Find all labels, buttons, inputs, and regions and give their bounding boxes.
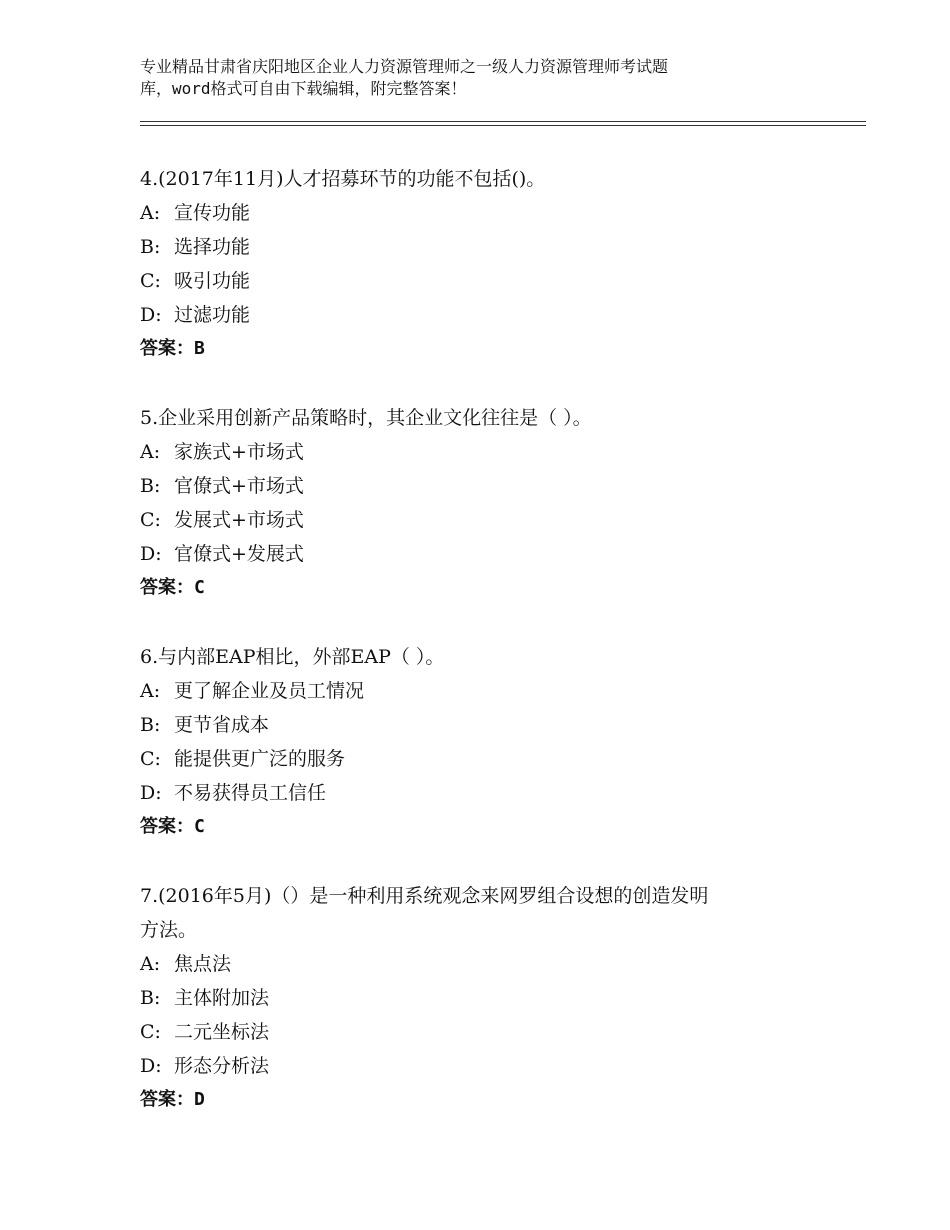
answer-option <box>140 503 830 537</box>
question-block <box>140 879 830 1117</box>
answer-option <box>140 708 830 742</box>
option-key: B: <box>140 714 161 736</box>
option-text: 二元坐标法 <box>174 1021 270 1043</box>
option-text: 官僚式+发展式 <box>174 543 304 565</box>
question-stem: 6.与内部EAP相比，外部EAP（ ）。 <box>140 646 445 668</box>
answer-option <box>140 230 830 264</box>
header-divider-thick <box>140 125 866 126</box>
question-stem: 方法。 <box>140 919 198 941</box>
option-text: 过滤功能 <box>174 304 251 326</box>
option-text: 焦点法 <box>174 953 232 975</box>
option-key: C: <box>140 270 161 292</box>
answer-line <box>140 810 830 844</box>
option-text: 官僚式+市场式 <box>174 475 304 497</box>
answer-option <box>140 537 830 571</box>
option-key: B: <box>140 475 161 497</box>
answer-line <box>140 571 830 605</box>
answer-option <box>140 1015 830 1049</box>
option-key: C: <box>140 1021 161 1043</box>
answer-option <box>140 776 830 810</box>
option-text: 不易获得员工信任 <box>174 782 327 804</box>
answer-option <box>140 981 830 1015</box>
answer-value: D <box>194 1089 205 1110</box>
document-header <box>140 56 840 100</box>
answer-value: C <box>194 577 205 598</box>
header-line-1: 专业精品甘肃省庆阳地区企业人力资源管理师之一级人力资源管理师考试题 <box>140 57 669 76</box>
question-block <box>140 401 830 605</box>
option-key: A: <box>140 441 161 463</box>
option-key: B: <box>140 236 161 258</box>
answer-value: C <box>194 816 205 837</box>
answer-label: 答案： <box>140 1089 194 1110</box>
option-key: D: <box>140 304 162 326</box>
option-key: C: <box>140 509 161 531</box>
answer-option <box>140 196 830 230</box>
option-key: D: <box>140 543 162 565</box>
question-stem: 5.企业采用创新产品策略时，其企业文化往往是（ ）。 <box>140 407 592 429</box>
question-stem: 7.(2016年5月)（）是一种利用系统观念来网罗组合设想的创造发明 <box>140 885 709 907</box>
answer-line <box>140 1083 830 1117</box>
answer-option <box>140 1049 830 1083</box>
option-text: 家族式+市场式 <box>174 441 304 463</box>
answer-value: B <box>194 338 205 359</box>
option-text: 形态分析法 <box>174 1055 270 1077</box>
option-key: C: <box>140 748 161 770</box>
header-divider-thin <box>140 121 866 122</box>
answer-option <box>140 947 830 981</box>
answer-option <box>140 435 830 469</box>
answer-line <box>140 332 830 366</box>
option-key: D: <box>140 1055 162 1077</box>
answer-label: 答案： <box>140 816 194 837</box>
option-key: D: <box>140 782 162 804</box>
question-block <box>140 640 830 844</box>
option-text: 更节省成本 <box>174 714 270 736</box>
answer-option <box>140 469 830 503</box>
option-key: A: <box>140 953 161 975</box>
option-text: 能提供更广泛的服务 <box>174 748 346 770</box>
answer-label: 答案： <box>140 577 194 598</box>
answer-label: 答案： <box>140 338 194 359</box>
option-text: 主体附加法 <box>174 987 270 1009</box>
answer-option <box>140 742 830 776</box>
answer-option <box>140 264 830 298</box>
option-text: 更了解企业及员工情况 <box>174 680 365 702</box>
option-text: 吸引功能 <box>174 270 251 292</box>
header-line-2: 库，word格式可自由下载编辑，附完整答案！ <box>140 79 467 98</box>
question-stem: 4.(2017年11月)人才招募环节的功能不包括()。 <box>140 168 546 190</box>
option-text: 宣传功能 <box>174 202 251 224</box>
option-key: A: <box>140 680 161 702</box>
answer-option <box>140 298 830 332</box>
question-block <box>140 162 830 366</box>
option-text: 选择功能 <box>174 236 251 258</box>
option-key: B: <box>140 987 161 1009</box>
option-text: 发展式+市场式 <box>174 509 304 531</box>
option-key: A: <box>140 202 161 224</box>
answer-option <box>140 674 830 708</box>
